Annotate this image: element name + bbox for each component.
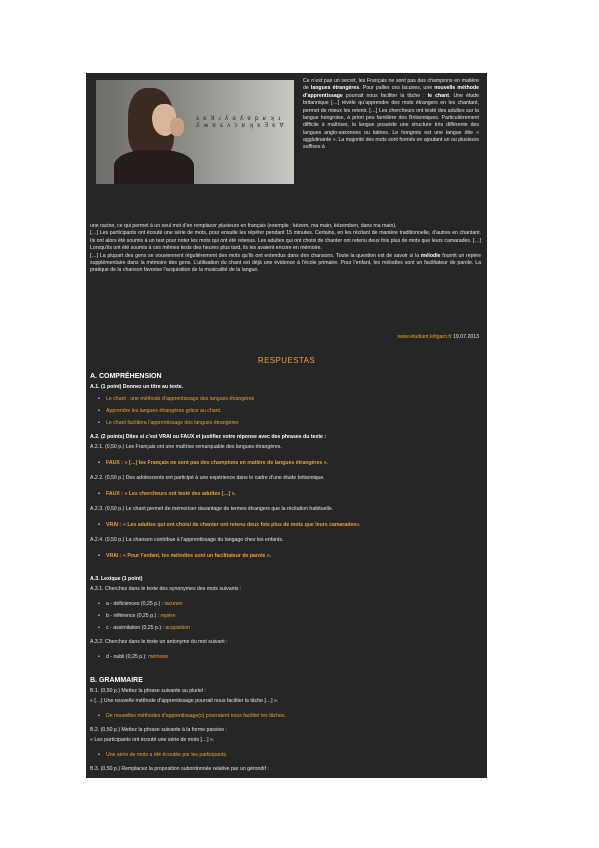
antonym-question: d - oubli (0,25 p.): <box>106 654 149 660</box>
question-a32: A.3.2. Cherchez dans le texte un antonyme du mot suivant : <box>90 639 228 645</box>
antonym-answer: mémoire <box>148 654 169 660</box>
question-a24: A.2.4. (0,50 p.) La chanson contribue à l’apprentissage du langage chez les enfants. <box>90 537 284 543</box>
intro-paragraph <box>303 78 479 152</box>
source-citation <box>398 334 479 341</box>
answer-a24: • VRAI : « Pour l’enfant, les mélodies sont un facilitateur de parole ». <box>106 553 271 560</box>
synonym-question: b - référence (0,25 p.) : <box>106 613 161 619</box>
question-a23: A.2.3. (0,50 p.) Le chant permet de mémoriser davantage de termes étrangers que la récitation habituelle. <box>90 506 334 512</box>
intro-bold: langues étrangères <box>310 85 360 92</box>
answer-a1: • Le chant facilitera l’apprentissage des langues étrangères <box>106 420 239 427</box>
intro-bold: nouvelle méthode d’apprentissage <box>303 85 480 99</box>
answer-a21: • FAUX : « […] les Français ne sont pas des champions en matière de langues étrangères ». <box>106 460 328 467</box>
synonym-question: c - assimilation (0,25 p.) : <box>106 625 166 631</box>
question-a22: A.2.2. (0,50 p.) Des adolescents ont participé à une expérience dans le cadre d’une étude britannique. <box>90 475 325 481</box>
source-link[interactable]: www.etudiant.lefigaro.fr <box>397 334 452 340</box>
source-date: 19.07.2013 <box>451 334 479 340</box>
question-a1: A.1. (1 point) Donnez un titre au texte. <box>90 384 184 390</box>
question-b1: B.1. (0,50 p.) Mettez la phrase suivante au pluriel : <box>90 688 206 694</box>
synonym-item <box>106 601 182 608</box>
respuestas-heading: RESPUESTAS <box>257 356 316 365</box>
synonym-answer: lacunes <box>164 601 183 607</box>
intro-text: . Une étude britannique […] révèle qu’apprendre des mots étrangers en les chantant, permet de mieux les retenir. […] Les chercheurs ont testé des adultes sur la langue hongroise, à priori peu familière des Britanniques. Particulièrement difficile à maîtriser, la langue possède une structure très différente des langues anglo-saxonnes ou latines. Le hongrois est une langue dite « agglutinante ». La majorité des mots sont formés en ajoutant un ou plusieurs suffixes à <box>303 92 480 151</box>
question-a31: A.3.1. Cherchez dans le texte des synonymes des mots suivants : <box>90 586 242 592</box>
sentence-b1: « […] Une nouvelle méthode d’apprentissage pourrait nous faciliter la tâche […] ». <box>90 698 279 704</box>
antonym-item <box>106 654 168 661</box>
paragraph-text: […] La plupart des gens se souviennent régulièrement des mots qu’ils ont entendus dans des chansons. Toute la question est de savoir si la <box>90 252 421 259</box>
answer-a1: • Apprendre les langues étrangères grâce au chant. <box>106 408 221 415</box>
synonym-item <box>106 625 190 632</box>
question-a2: A.2. (2 points) Dites si c’est VRAI ou FAUX et justifiez votre réponse avec des phrases du texte : <box>90 434 327 440</box>
section-b-title: B. GRAMMAIRE <box>90 677 143 684</box>
article-paragraph <box>90 253 481 275</box>
article-paragraph: une racine, ce qui permet à un seul mot d’en remplacer plusieurs en français (exemple : kézem, ma main, kézemben, dans ma main). <box>90 223 397 229</box>
question-a21: A.2.1. (0,50 p.) Les Français ont une maîtrise remarquable des langues étrangères. <box>90 444 282 450</box>
lexique-heading: A.3. Lexique (1 point) <box>90 576 143 582</box>
question-b3: B.3. (0,50 p.) Remplacez la proposition subordonnée relative par un gérondif : <box>90 766 269 772</box>
woman-whispering-image <box>96 80 294 184</box>
intro-text: . Pour pallier ces lacunes, une <box>359 85 435 92</box>
answer-a23: • VRAI : « Les adultes qui ont choisi de chanter ont retenu deux fois plus de mots que leurs camarades». <box>106 522 361 529</box>
synonym-answer: acquisition <box>165 625 190 631</box>
intro-text: pourrait nous faciliter la tâche : <box>342 92 428 99</box>
answer-b2: • Une série de mots a été écoutée par les participants. <box>106 752 227 759</box>
answer-a22: • FAUX : « Les chercheurs ont testé des adultes […] ». <box>106 491 236 498</box>
synonym-item <box>106 613 176 620</box>
hand-shape <box>170 118 184 136</box>
answer-b1: • De nouvelles méthodes d’apprentissage(s) pourraient nous faciliter les tâches. <box>106 713 286 720</box>
paragraph-bold: mélodie <box>420 252 441 259</box>
synonym-answer: repère <box>160 613 176 619</box>
question-b2: B.2. (0,50 p.) Mettez la phrase suivante à la forme passive : <box>90 727 227 733</box>
article-paragraph: […] Les participants ont écouté une série de mots, pour ensuite les répéter pendant 15 minutes. Certains, en les récitant de manière traditionnelle, d’autres en chantant. Ils ont alors été soumis à un test pour noter les mots qui ont été retenus. Les adultes qui ont choisi de chanter ont retenu deux fois plus de mots que leurs camarades. […] Lorsqu’ils ont été soumis à ces mêmes tests des heures plus tard, ils les avaient encore en mémoire. <box>90 230 481 252</box>
body-shape <box>114 150 194 184</box>
paragraph-text: fournit un repère supplémentaire dans la mémoire des gens. L’utilisation du chant est déjà une évidence à l’école primaire. Pour l’enfant, les mélodies sont un facilitateur de parole. La pratique de la chanson favorise l’acquisition de la musicalité de la langue. <box>90 252 481 274</box>
answer-a1: • Le chant : une méthode d’apprentissage des langues étrangères <box>106 396 254 403</box>
article-continuation <box>90 223 481 275</box>
synonym-question: a - déficiences (0,25 p.) : <box>106 601 165 607</box>
floating-letters: s ɐ ꓘ ɹ ʎ ə ʎ ɐ p ʁ ʞ ɹ ʎ ʍ ɐ s ʌ ɔ ɐ ʞ x Ǝ ɐ Ɐ <box>196 115 285 129</box>
section-a-title: A. COMPRÉHENSION <box>90 373 162 380</box>
intro-bold: le chant <box>427 92 449 99</box>
sentence-b2: « Les participants ont écouté une série de mots […] ». <box>90 737 215 743</box>
intro-text: Ce n’est pas un secret, les Français ne sont pas des champions en matière de <box>303 78 479 92</box>
document-panel <box>86 73 487 778</box>
